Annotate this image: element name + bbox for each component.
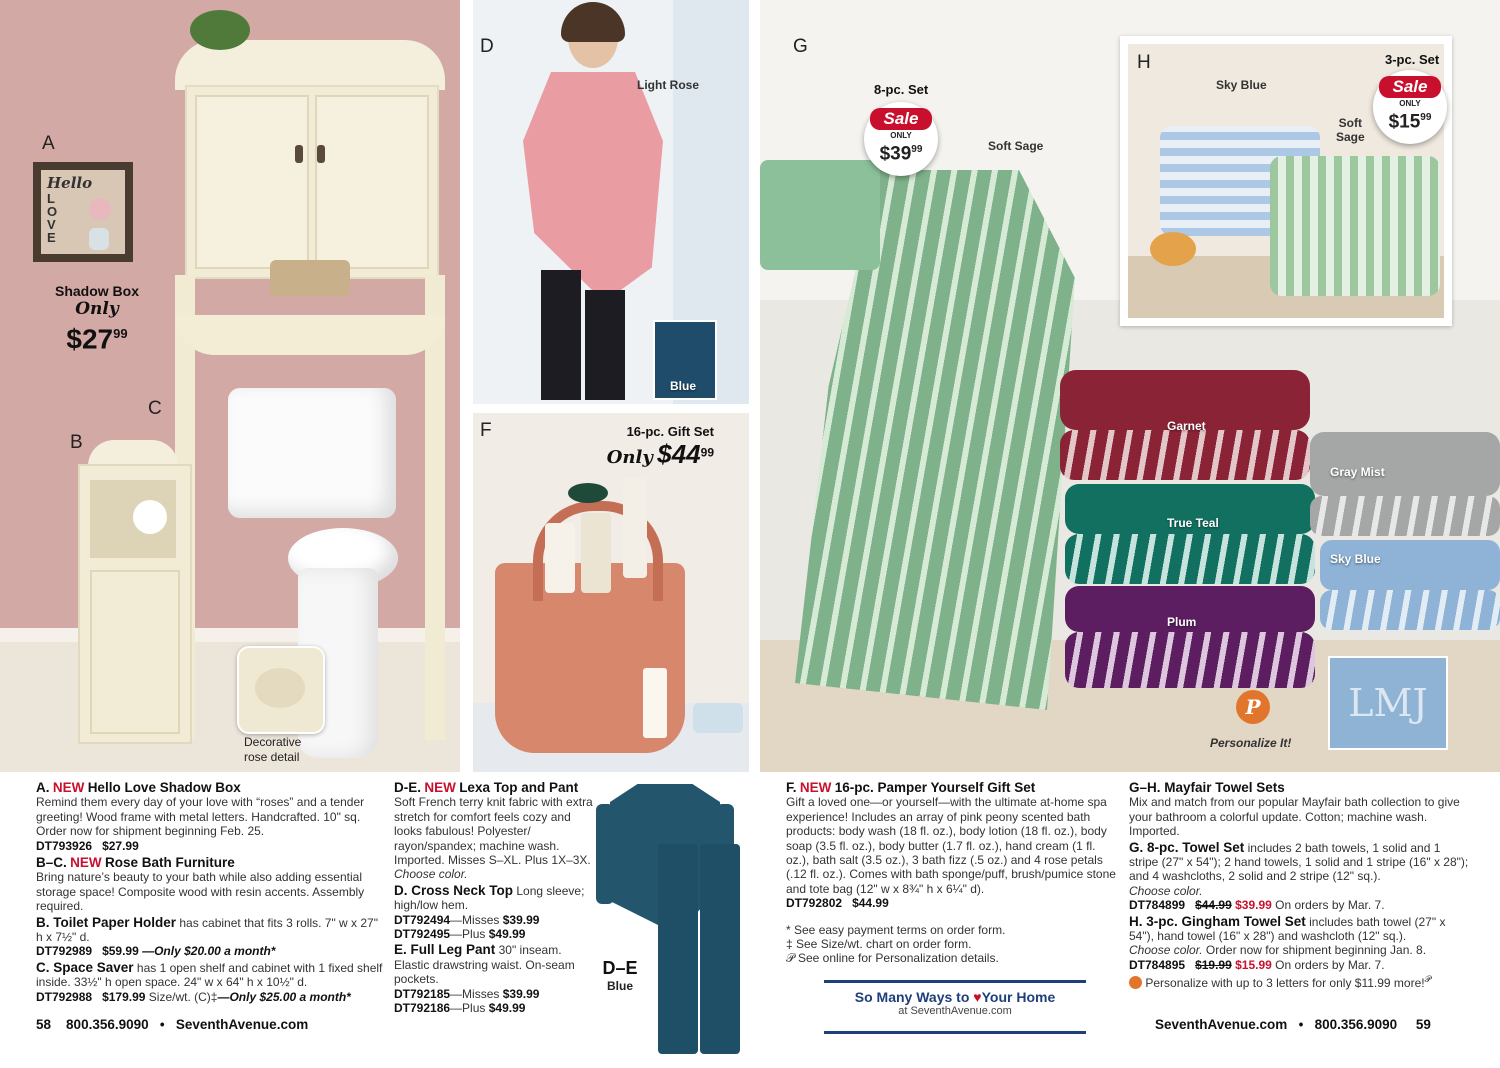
monogram-swatch: [1328, 656, 1448, 750]
h-old-price: $19.99: [1195, 957, 1232, 972]
h-sale-badge: [1373, 70, 1447, 144]
shadow-box-text: Hello: [47, 174, 93, 192]
gift-set-badge-line1: 16-pc. Gift Set: [626, 424, 714, 439]
copy-column-3: [786, 781, 1118, 966]
pink-top: [523, 72, 663, 302]
c-note: Size/wt. (C)‡: [145, 989, 218, 1004]
gift-set-badge-only: Only: [606, 447, 653, 468]
photo-letter-h: H: [1137, 52, 1151, 73]
b-sku: DT792989: [36, 944, 93, 959]
h-sale-cents: 99: [1420, 112, 1432, 123]
h-sale-price: $15: [1388, 111, 1421, 133]
rose-detail-caption: [244, 735, 301, 765]
g-sale-price: $39: [879, 143, 912, 165]
gingham-set-label: 3-pc. Set: [1385, 52, 1440, 67]
de-title: Lexa Top and Pant: [459, 780, 579, 795]
photo-letter-b: B: [70, 432, 83, 453]
monogram-text: LMJ: [1348, 681, 1428, 725]
b-title: B. Toilet Paper Holder: [36, 914, 177, 930]
color-h-sky-blue: Sky Blue: [1216, 78, 1267, 92]
photo-letter-a: A: [42, 133, 55, 154]
bc-title: Rose Bath Furniture: [104, 855, 235, 871]
g-new-price: $39.99: [1235, 898, 1272, 913]
banner-pre: So Many Ways to: [854, 989, 970, 1005]
shadow-box-price-cents: 99: [113, 326, 128, 341]
f-title: 16-pc. Pamper Yourself Gift Set: [834, 780, 1036, 795]
banner-post: Your Home: [981, 989, 1056, 1005]
de-letter: D-E.: [394, 780, 421, 795]
footer-phone-left[interactable]: 800.356.9090: [66, 1017, 149, 1032]
g-old-price: $44.99: [1195, 898, 1232, 913]
shadow-box-price-value: $27: [66, 323, 114, 355]
d-title: D. Cross Neck Top: [394, 882, 514, 898]
color-h-soft: Soft: [1338, 116, 1362, 130]
personalize-icon: P: [1236, 690, 1270, 724]
shadow-box-text-2: LOVE: [47, 191, 58, 245]
c-price: $179.99: [102, 989, 146, 1004]
copy-column-1: [36, 781, 386, 1004]
h-title: H. 3-pc. Gingham Towel Set: [1129, 913, 1306, 929]
a-letter: A.: [36, 780, 50, 795]
rose-caption-line2: rose detail: [244, 750, 300, 764]
shadow-box-price-label: Shadow Box: [54, 283, 139, 299]
a-new: NEW: [52, 780, 85, 795]
color-soft-sage: Soft Sage: [988, 139, 1044, 153]
c-title: C. Space Saver: [36, 959, 134, 975]
a-price: $27.99: [102, 838, 139, 853]
b-month: —Only $20.00 a month*: [138, 944, 276, 959]
bc-new: NEW: [70, 855, 102, 871]
g-title: G. 8-pc. Towel Set: [1129, 839, 1245, 855]
photo-letter-g: G: [793, 36, 808, 57]
copy-column-2: [394, 781, 600, 1016]
h-body: includes bath towel (27" x 54"), hand towel (16" x 28") and washcloth (12" sq.).: [1129, 914, 1446, 944]
d-sku-plus-price: $49.99: [488, 927, 526, 942]
color-light-rose: Light Rose: [637, 78, 699, 92]
g-sale-only: ONLY: [890, 131, 912, 140]
c-body: has 1 open shelf and cabinet with 1 fixed shelf inside. 33½" h open space. 24" w x 64" h x 10½" d.: [36, 960, 383, 990]
c-month: —Only $25.00 a month*: [217, 989, 351, 1004]
b-body: has cabinet that fits 3 rolls. 7" w x 27" h x 7½" d.: [36, 915, 378, 945]
f-sku: DT792802: [786, 896, 843, 911]
footer-sep-left: •: [159, 1017, 165, 1032]
note-payment: * See easy payment terms on order form.: [786, 922, 1006, 937]
page-number-left: 58: [36, 1017, 52, 1032]
cross-neck-top-photo: [473, 0, 749, 404]
personalize-note: Personalize with up to 3 letters for only $11.99 more!: [1145, 976, 1425, 991]
a-title: Hello Love Shadow Box: [87, 780, 241, 795]
personalize-note-sym: 𝒫: [1424, 974, 1432, 985]
note-personalize-sym: 𝒫: [786, 951, 795, 966]
heart-icon: ♥: [973, 989, 982, 1005]
gh-body: Mix and match from our popular Mayfair bath collection to give your bathroom a colorful update. Cotton; machine wash. Imported.: [1129, 795, 1460, 839]
h-sale-text: Sale: [1379, 76, 1441, 98]
g-sale-text: Sale: [870, 108, 932, 130]
shadow-box-price: [52, 283, 142, 354]
f-body: Gift a loved one—or yourself—with the ultimate at-home spa experience! Includes an array of pink peony scented bath products: body wash (18 fl. oz.), body lotion (18 fl. oz.), body soap (3.5 fl. oz.), body butter (1.7 fl. oz.), hand cream (1 fl. oz.), bath salt (3.5 oz.), 3 bath fizz (.5 oz.) and 4 rose petals (.12 fl. oz.). Comes with bath sponge/puff, brush/pumice stone and tote bag (12" w x 8¾" h x 6¼" d).: [786, 795, 1116, 896]
bath-furniture-photo: [0, 0, 460, 772]
toilet-paper-holder: [78, 440, 188, 740]
d-sku-misses-price: $39.99: [502, 912, 540, 927]
footer-right: [1155, 1017, 1431, 1032]
outfit-label-color: Blue: [606, 979, 633, 993]
banner-sub[interactable]: at SeventhAvenue.com: [898, 1005, 1012, 1017]
d-body: Long sleeve; high/low hem.: [394, 883, 585, 913]
color-blue-swatch-label: Blue: [670, 379, 697, 393]
personalize-it-label: Personalize It!: [1210, 736, 1292, 750]
personalize-p-icon: [1129, 976, 1142, 989]
outfit-label-letters: D–E: [602, 958, 638, 978]
h-ship: Order now for shipment beginning Jan. 8.: [1202, 943, 1427, 958]
shadow-box: [33, 162, 133, 262]
d-sku-misses: DT792494: [394, 912, 451, 927]
footer-site-left[interactable]: SeventhAvenue.com: [175, 1017, 309, 1032]
color-garnet: Garnet: [1167, 419, 1206, 433]
h-new-price: $15.99: [1235, 957, 1272, 972]
e-sku-plus: DT792186: [394, 1001, 451, 1016]
g-body: includes 2 bath towels, 1 solid and 1 stripe (27" x 54"); 2 hand towels, 1 solid and 1 stripe (16" x 28"); and 4 washcloths, 2 solid and 2 stripe (12" sq.).: [1129, 840, 1469, 884]
de-choose: Choose color.: [394, 867, 468, 882]
g-choose: Choose color.: [1129, 883, 1203, 898]
outfit-label: [596, 958, 644, 993]
h-sku: DT784895: [1129, 957, 1186, 972]
page-number-right: 59: [1415, 1017, 1431, 1032]
g-order-by: On orders by Mar. 7.: [1275, 898, 1385, 913]
g-sale-badge: [864, 102, 938, 176]
g-sku: DT784899: [1129, 898, 1186, 913]
e-sku-plus-price: $49.99: [488, 1001, 526, 1016]
e-title: E. Full Leg Pant: [394, 942, 496, 958]
gh-title: G–H. Mayfair Towel Sets: [1129, 780, 1285, 795]
copy-column-4: [1129, 781, 1473, 991]
de-new: NEW: [424, 780, 456, 795]
photo-letter-c: C: [148, 398, 162, 419]
gift-set-badge-price: $44: [657, 439, 701, 469]
footer-site-right[interactable]: SeventhAvenue.com: [1155, 1017, 1288, 1032]
e-sku-misses: DT792185: [394, 986, 451, 1001]
note-personalize: See online for Personalization details.: [798, 951, 999, 966]
note-size: ‡ See Size/wt. chart on order form.: [786, 937, 972, 952]
a-body: Remind them every day of your love with “roses” and a tender greeting! Wood frame with metal letters. Handcrafted. 10" sq. Order now for shipment beginning Feb. 25.: [36, 795, 365, 839]
h-order-by: On orders by Mar. 7.: [1275, 957, 1385, 972]
photo-letter-d: D: [480, 36, 494, 57]
shadow-box-price-only: Only: [75, 299, 119, 319]
f-letter: F.: [786, 780, 797, 795]
e-sku-plus-text: —Plus: [450, 1001, 489, 1016]
b-price: $59.99: [102, 944, 139, 959]
e-body: 30" inseam. Elastic drawstring waist. On-seam pockets.: [394, 943, 575, 987]
photo-letter-f: F: [480, 420, 492, 441]
g-sale-cents: 99: [911, 144, 923, 155]
c-sku: DT792988: [36, 989, 93, 1004]
h-sale-only: ONLY: [1399, 99, 1421, 108]
color-plum: Plum: [1167, 615, 1197, 629]
h-choose: Choose color.: [1129, 943, 1203, 958]
color-h-soft-sage: [1336, 116, 1365, 144]
footer-left: [36, 1017, 308, 1032]
color-gray-mist: Gray Mist: [1330, 465, 1385, 479]
color-h-sage: Sage: [1336, 130, 1365, 144]
footer-sep-right: •: [1298, 1017, 1304, 1032]
footer-phone-right[interactable]: 800.356.9090: [1314, 1017, 1398, 1032]
de-body: Soft French terry knit fabric with extra stretch for comfort feels cozy and looks fabulous! Polyester/ rayon/spandex; machine wash. Imported. Misses S–XL. Plus 1X–3X.: [394, 795, 593, 868]
color-sky-blue: Sky Blue: [1330, 552, 1381, 566]
d-sku-misses-text: —Misses: [450, 912, 503, 927]
d-sku-plus: DT792495: [394, 927, 451, 942]
bc-body: Bring nature’s beauty to your bath while also adding essential storage space! Composite wood with resin accents. Assembly required.: [36, 870, 365, 914]
gift-set-price-badge: [600, 424, 714, 470]
so-many-ways-banner: [824, 980, 1086, 1034]
gray-mist-towel: [1310, 432, 1500, 496]
rose-detail-inset: [237, 646, 325, 734]
f-new: NEW: [799, 780, 832, 795]
outfit-image: [596, 784, 756, 1064]
e-sku-misses-text: —Misses: [450, 986, 503, 1001]
a-sku: DT793926: [36, 838, 93, 853]
rose-caption-line1: Decorative: [244, 735, 302, 749]
bc-letter: B–C.: [36, 855, 67, 871]
d-sku-plus-text: —Plus: [450, 927, 489, 942]
e-sku-misses-price: $39.99: [502, 986, 540, 1001]
gingham-sage-towel: [1270, 156, 1440, 296]
towel-set-label: 8-pc. Set: [874, 82, 929, 97]
color-true-teal: True Teal: [1167, 516, 1219, 530]
f-price: $44.99: [852, 896, 889, 911]
gift-set-badge-cents: 99: [700, 445, 714, 460]
